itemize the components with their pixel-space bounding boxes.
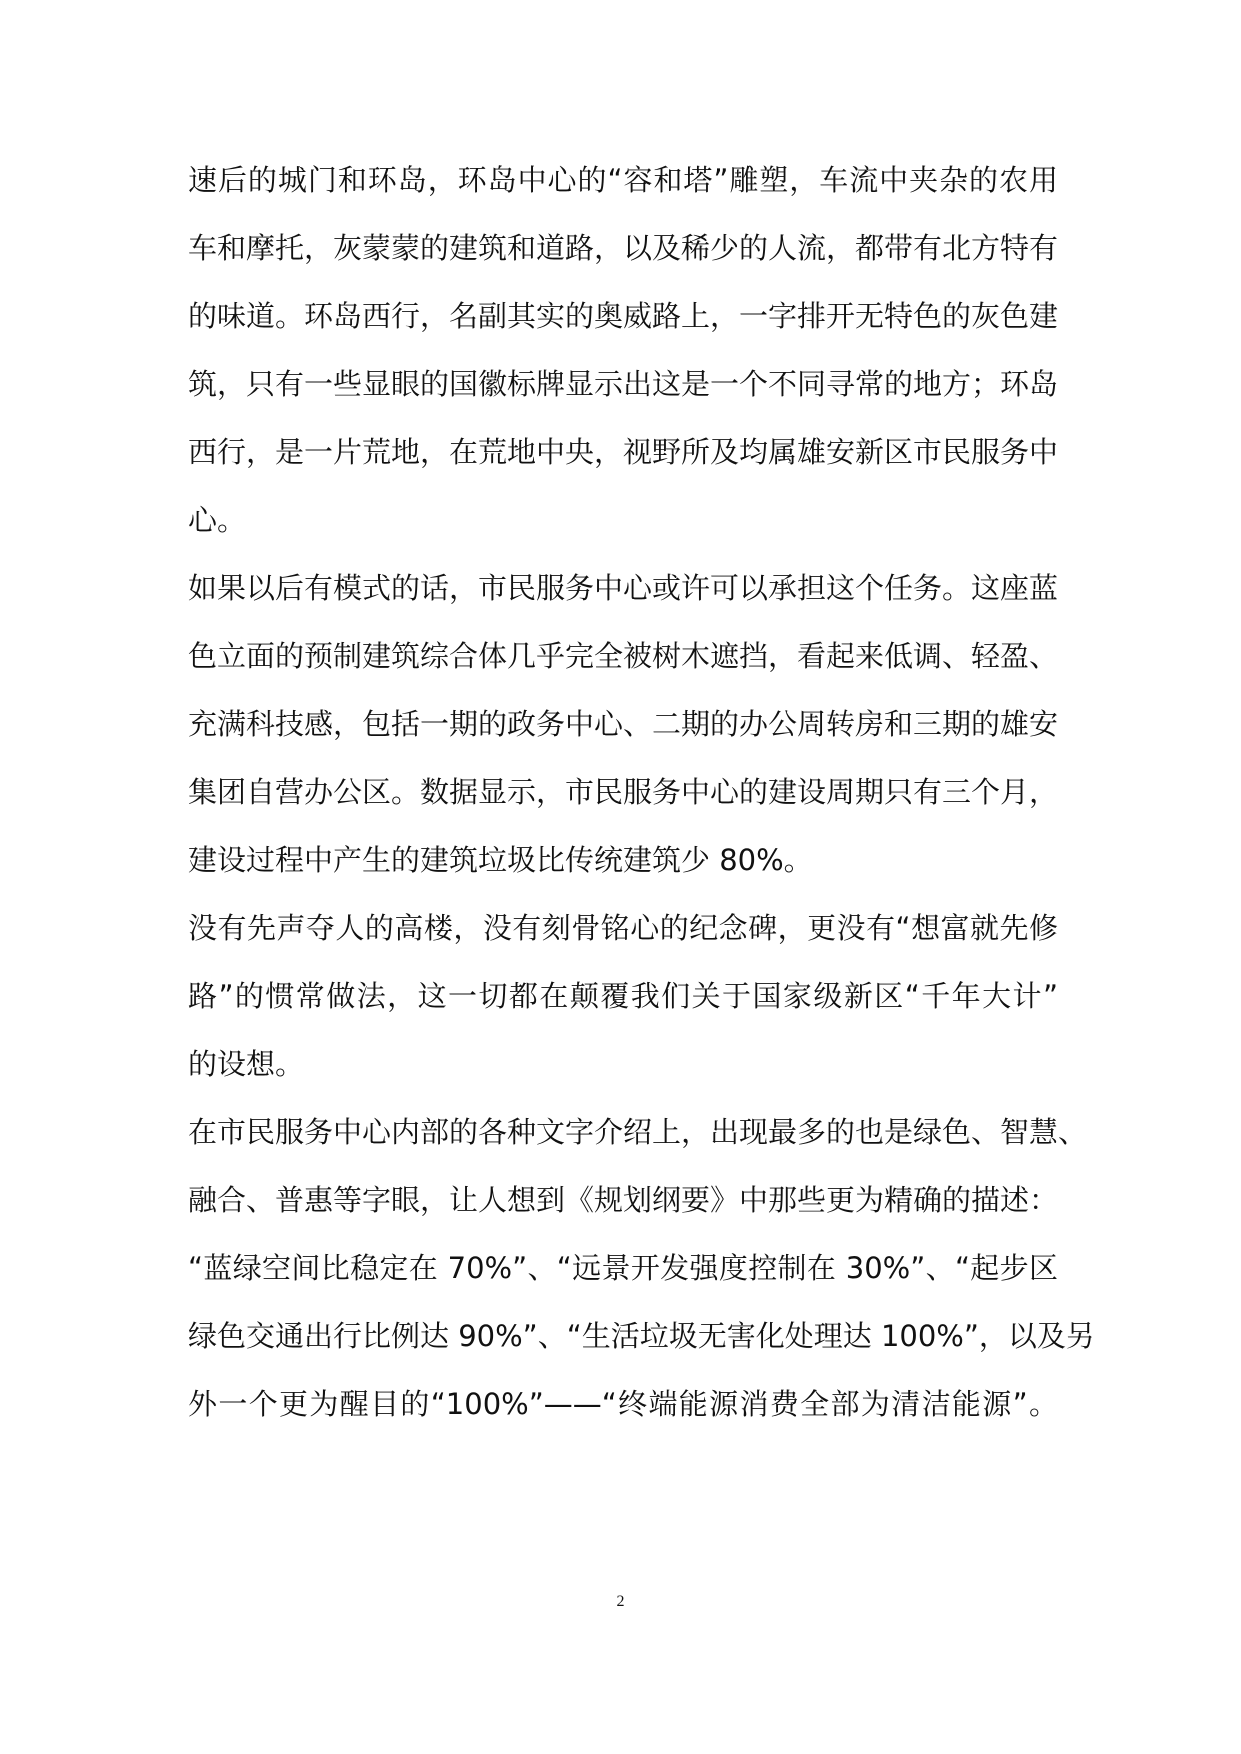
text-line: “蓝绿空间比稳定在 70%”、“远景开发强度控制在 30%”、“起步区 xyxy=(188,1251,1058,1285)
paragraph-2 xyxy=(188,554,1058,894)
text-line: 的味道。环岛西行，名副其实的奥威路上，一字排开无特色的灰色建 xyxy=(188,299,1059,333)
text-line: 色立面的预制建筑综合体几乎完全被树木遮挡，看起来低调、轻盈、 xyxy=(188,639,1059,673)
text-line: 融合、普惠等字眼，让人想到《规划纲要》中那些更为精确的描述： xyxy=(188,1183,1059,1217)
text-line: 充满科技感，包括一期的政务中心、二期的办公周转房和三期的雄安 xyxy=(188,707,1059,741)
paragraph-3 xyxy=(188,894,1058,1098)
text-line: 筑，只有一些显眼的国徽标牌显示出这是一个不同寻常的地方；环岛 xyxy=(188,367,1059,401)
text-line: 速后的城门和环岛，环岛中心的“容和塔”雕塑，车流中夹杂的农用 xyxy=(188,163,1058,197)
text-line: 没有先声夺人的高楼，没有刻骨铭心的纪念碑，更没有“想富就先修 xyxy=(188,911,1058,945)
page-number: 2 xyxy=(616,1593,625,1610)
text-line: 西行，是一片荒地，在荒地中央，视野所及均属雄安新区市民服务中 xyxy=(188,435,1059,469)
text-line: 建设过程中产生的建筑垃圾比传统建筑少 80%。 xyxy=(188,843,813,877)
text-line: 的设想。 xyxy=(188,1047,305,1081)
paragraph-4 xyxy=(188,1098,1095,1438)
text-line: 路”的惯常做法，这一切都在颠覆我们关于国家级新区“千年大计” xyxy=(188,979,1058,1013)
body-text xyxy=(188,146,1095,1438)
text-line: 心。 xyxy=(188,503,247,537)
text-line: 在市民服务中心内部的各种文字介绍上，出现最多的也是绿色、智慧、 xyxy=(188,1115,1088,1149)
text-line: 外一个更为醒目的“100%”——“终端能源消费全部为清洁能源”。 xyxy=(188,1387,1058,1421)
text-line: 集团自营办公区。数据显示，市民服务中心的建设周期只有三个月， xyxy=(188,775,1059,809)
paragraph-1 xyxy=(188,146,1058,554)
text-line: 如果以后有模式的话，市民服务中心或许可以承担这个任务。这座蓝 xyxy=(188,571,1059,605)
text-line: 绿色交通出行比例达 90%”、“生活垃圾无害化处理达 100%”，以及另 xyxy=(188,1319,1095,1353)
text-line: 车和摩托，灰蒙蒙的建筑和道路，以及稀少的人流，都带有北方特有 xyxy=(188,231,1059,265)
